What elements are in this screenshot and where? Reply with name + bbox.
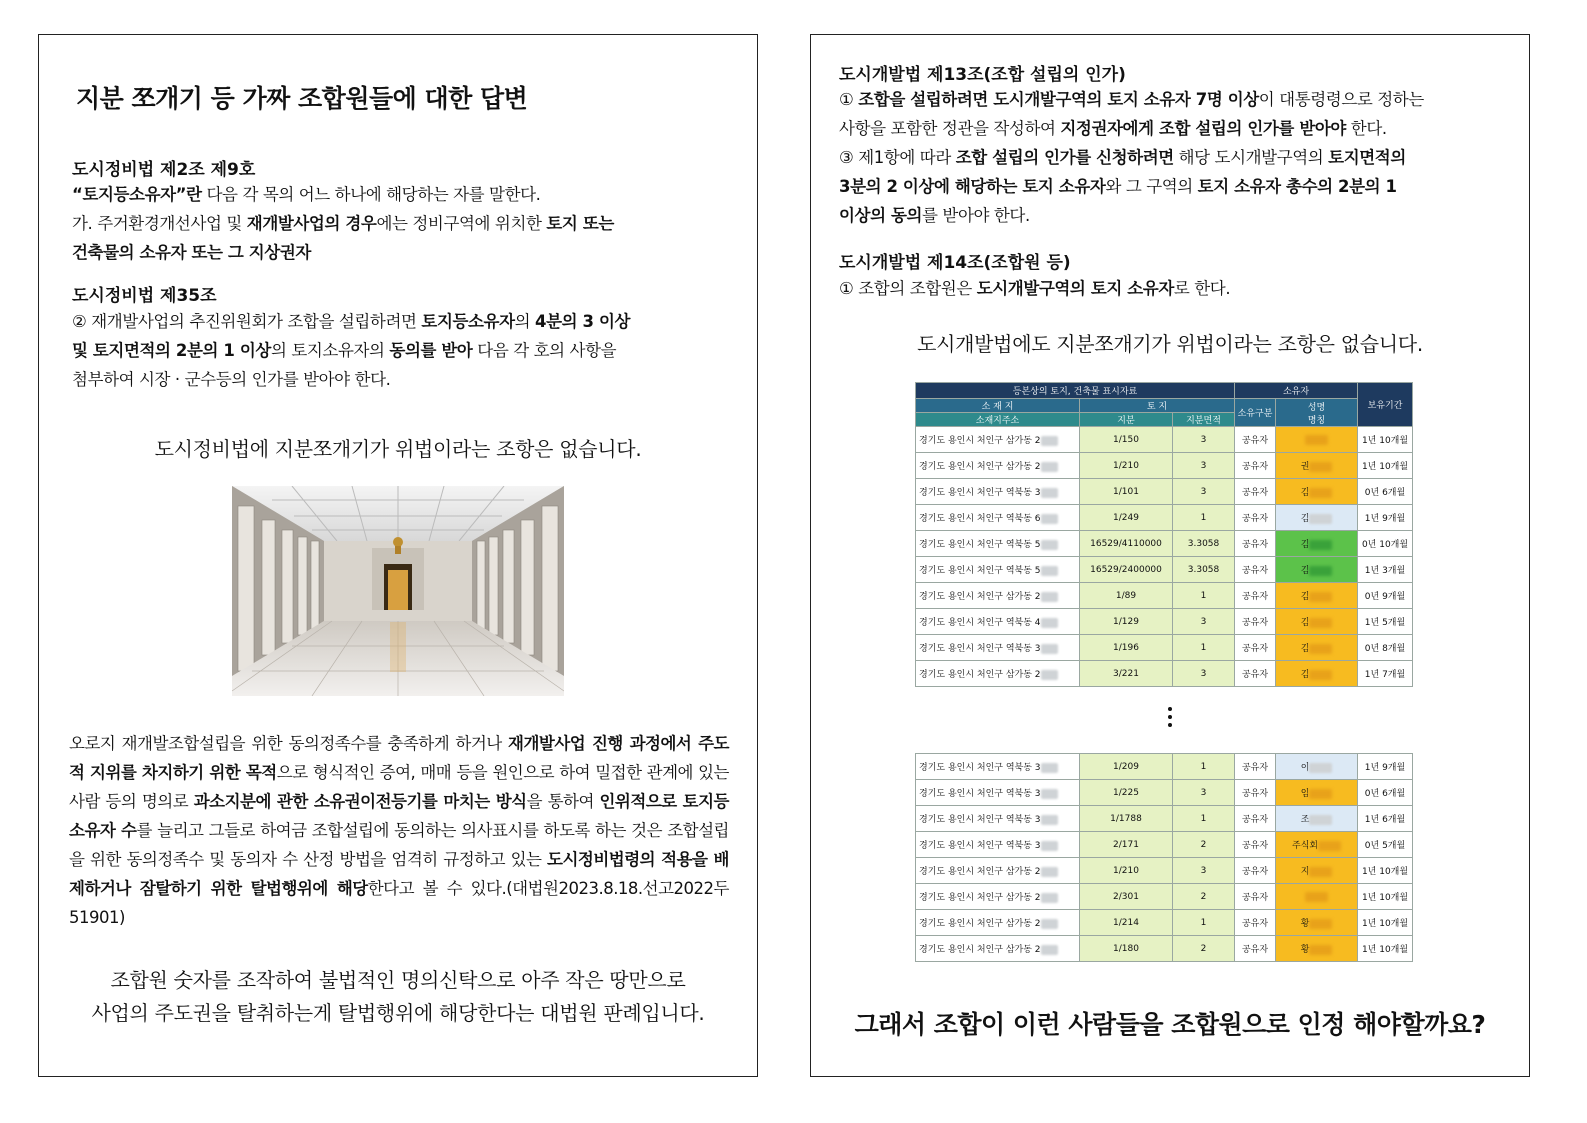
cell-owner-name: 김: [1276, 505, 1358, 531]
cell-address: 경기도 용인시 처인구 역북동 6: [916, 505, 1080, 531]
cell-share: 1/225: [1080, 780, 1173, 806]
table-row: [916, 936, 1413, 962]
cell-share-area: 1: [1173, 583, 1235, 609]
ellipsis-vertical-icon: [1168, 707, 1172, 731]
law-heading-2-9: 도시정비법 제2조 제9호: [72, 160, 256, 180]
cell-share-area: 3.3058: [1173, 557, 1235, 583]
cell-owner-type: 공유자: [1235, 832, 1276, 858]
cell-hold-period: 1년 10개월: [1358, 910, 1413, 936]
redacted-mark: [1041, 945, 1058, 955]
cell-address: 경기도 용인시 처인구 역북동 3: [916, 806, 1080, 832]
left-statement: 도시정비법에 지분쪼개기가 위법이라는 조항은 없습니다.: [154, 437, 642, 461]
cell-share: 1/1788: [1080, 806, 1173, 832]
cell-owner-type: 공유자: [1235, 557, 1276, 583]
cell-share: 1/150: [1080, 427, 1173, 453]
cell-owner-type: 공유자: [1235, 936, 1276, 962]
cell-address: 경기도 용인시 처인구 삼가동 2: [916, 884, 1080, 910]
law-text-35: ② 재개발사업의 추진위원회가 조합을 설립하려면 토지등소유자의 4분의 3 이상 및 토지면적의 2분의 1 이상의 토지소유자의 동의를 받아 다음 각 호의 사항을 첨부하여 시장 · 군수등의 인가를 받아야 한다.: [72, 312, 631, 389]
cell-hold-period: 0년 5개월: [1358, 832, 1413, 858]
redacted-mark: [1305, 435, 1328, 445]
cell-address: 경기도 용인시 처인구 역북동 3: [916, 754, 1080, 780]
page-title: 지분 쪼개기 등 가짜 조합원들에 대한 답변: [76, 84, 528, 113]
redacted-mark: [1041, 763, 1058, 773]
table-row: [916, 427, 1413, 453]
cell-share-area: 3: [1173, 661, 1235, 687]
cell-owner-name: 김: [1276, 635, 1358, 661]
th-address: 소재지주소: [916, 413, 1080, 427]
cell-owner-name: 김: [1276, 557, 1358, 583]
right-statement: 도시개발법에도 지분쪼개기가 위법이라는 조항은 없습니다.: [917, 332, 1423, 356]
cell-address: 경기도 용인시 처인구 삼가동 2: [916, 661, 1080, 687]
cell-share: 2/171: [1080, 832, 1173, 858]
cell-share-area: 3.3058: [1173, 531, 1235, 557]
cell-share: 16529/2400000: [1080, 557, 1173, 583]
table-row: [916, 910, 1413, 936]
cell-hold-period: 1년 10개월: [1358, 427, 1413, 453]
cell-owner-name: 권: [1276, 453, 1358, 479]
th-share: 지분: [1080, 413, 1173, 427]
cell-share: 1/196: [1080, 635, 1173, 661]
left-conclusion: 조합원 숫자를 조작하여 불법적인 명의신탁으로 아주 작은 땅만으로 사업의 주도권을 탈취하는게 탈법행위에 해당한다는 대법원 판례입니다.: [91, 968, 705, 1025]
redacted-mark: [1041, 566, 1058, 576]
cell-share-area: 3: [1173, 609, 1235, 635]
cell-owner-type: 공유자: [1235, 858, 1276, 884]
redacted-mark: [1309, 462, 1332, 472]
cell-share: 1/180: [1080, 936, 1173, 962]
redacted-mark: [1041, 462, 1058, 472]
cell-hold-period: 1년 10개월: [1358, 936, 1413, 962]
cell-owner-name: 김: [1276, 479, 1358, 505]
th-owner-type: 소유구분: [1235, 399, 1276, 427]
redacted-mark: [1309, 540, 1332, 550]
redacted-mark: [1041, 618, 1058, 628]
right-page: [810, 34, 1530, 1077]
th-name: 성명 명칭: [1276, 399, 1358, 427]
cell-share-area: 1: [1173, 910, 1235, 936]
table-row: [916, 858, 1413, 884]
cell-owner-type: 공유자: [1235, 780, 1276, 806]
cell-owner-name: 황: [1276, 936, 1358, 962]
cell-owner-type: 공유자: [1235, 505, 1276, 531]
cell-share: 2/301: [1080, 884, 1173, 910]
cell-owner-type: 공유자: [1235, 609, 1276, 635]
table-row: [916, 832, 1413, 858]
cell-share-area: 1: [1173, 754, 1235, 780]
law-heading-14: 도시개발법 제14조(조합원 등): [839, 253, 1071, 273]
table-row: [916, 661, 1413, 687]
cell-share-area: 2: [1173, 936, 1235, 962]
cell-owner-type: 공유자: [1235, 635, 1276, 661]
redacted-mark: [1309, 763, 1332, 773]
cell-share: 16529/4110000: [1080, 531, 1173, 557]
cell-hold-period: 1년 5개월: [1358, 609, 1413, 635]
table-row: [916, 884, 1413, 910]
cell-share-area: 3: [1173, 453, 1235, 479]
table-row: [916, 583, 1413, 609]
cell-share-area: 3: [1173, 858, 1235, 884]
cell-hold-period: 1년 10개월: [1358, 884, 1413, 910]
th-land: 토 지: [1080, 399, 1235, 413]
closing-question: 그래서 조합이 이런 사람들을 조합원으로 인정 해야할까요?: [854, 1010, 1486, 1039]
cell-hold-period: 0년 6개월: [1358, 780, 1413, 806]
cell-hold-period: 1년 6개월: [1358, 806, 1413, 832]
cell-owner-type: 공유자: [1235, 884, 1276, 910]
cell-owner-name: 주식회: [1276, 832, 1358, 858]
cell-share: 1/210: [1080, 858, 1173, 884]
redacted-mark: [1041, 867, 1058, 877]
cell-owner-type: 공유자: [1235, 479, 1276, 505]
redacted-mark: [1309, 867, 1332, 877]
th-owner: 소유자: [1235, 383, 1358, 399]
cell-owner-type: 공유자: [1235, 453, 1276, 479]
cell-share: 1/129: [1080, 609, 1173, 635]
redacted-mark: [1305, 892, 1328, 902]
cell-share: 1/249: [1080, 505, 1173, 531]
cell-share-area: 1: [1173, 635, 1235, 661]
cell-owner-name: 조: [1276, 806, 1358, 832]
cell-owner-type: 공유자: [1235, 806, 1276, 832]
cell-hold-period: 0년 8개월: [1358, 635, 1413, 661]
table-row: [916, 479, 1413, 505]
cell-share: 1/214: [1080, 910, 1173, 936]
redacted-mark: [1041, 514, 1058, 524]
redacted-mark: [1309, 670, 1332, 680]
cell-owner-name: 황: [1276, 910, 1358, 936]
cell-owner-type: 공유자: [1235, 661, 1276, 687]
cell-hold-period: 0년 10개월: [1358, 531, 1413, 557]
cell-owner-name: 김: [1276, 583, 1358, 609]
cell-owner-type: 공유자: [1235, 583, 1276, 609]
redacted-mark: [1041, 919, 1058, 929]
cell-address: 경기도 용인시 처인구 역북동 5: [916, 557, 1080, 583]
cell-owner-name: [1276, 427, 1358, 453]
law-text-2-9: “토지등소유자”란 다음 각 목의 어느 하나에 해당하는 자를 말한다. 가. 주거환경개선사업 및 재개발사업의 경우에는 정비구역에 위치한 토지 또는 건축물의 소유자 또는 그 지상권자: [72, 185, 614, 262]
cell-hold-period: 0년 9개월: [1358, 583, 1413, 609]
cell-share-area: 3: [1173, 780, 1235, 806]
redacted-mark: [1041, 815, 1058, 825]
cell-share: 1/209: [1080, 754, 1173, 780]
redacted-mark: [1041, 488, 1058, 498]
table-row: [916, 635, 1413, 661]
cell-share-area: 1: [1173, 505, 1235, 531]
cell-owner-name: 김: [1276, 609, 1358, 635]
redacted-mark: [1309, 592, 1332, 602]
th-hold-period: 보유기간: [1358, 383, 1413, 427]
cell-share: 1/101: [1080, 479, 1173, 505]
th-registry-data: 등본상의 토지, 건축물 표시자료: [916, 383, 1235, 399]
redacted-mark: [1041, 789, 1058, 799]
cell-owner-type: 공유자: [1235, 910, 1276, 936]
redacted-mark: [1309, 815, 1332, 825]
law-text-13: ① 조합을 설립하려면 도시개발구역의 토지 소유자 7명 이상이 대통령령으로 정하는 사항을 포함한 정관을 작성하여 지정권자에게 조합 설립의 인가를 받아야 한다. ③ 제1항에 따라 조합 설립의 인가를 신청하려면 해당 도시개발구역의 토지면적의 3분의 2 이상에 해당하는 토지 소유자와 그 구역의 토지 소유자 총수의 2분의 1 이상의 동의를 받아야 한다.: [839, 90, 1424, 225]
cell-owner-name: 이: [1276, 754, 1358, 780]
cell-owner-name: 임: [1276, 780, 1358, 806]
cell-owner-name: 김: [1276, 661, 1358, 687]
redacted-mark: [1318, 841, 1341, 851]
redacted-mark: [1041, 670, 1058, 680]
cell-hold-period: 1년 10개월: [1358, 858, 1413, 884]
cell-hold-period: 1년 9개월: [1358, 505, 1413, 531]
cell-hold-period: 1년 10개월: [1358, 453, 1413, 479]
redacted-mark: [1309, 618, 1332, 628]
ownership-table-top: [915, 382, 1413, 687]
law-text-14: ① 조합의 조합원은 도시개발구역의 토지 소유자로 한다.: [839, 279, 1231, 298]
redacted-mark: [1309, 644, 1332, 654]
cell-address: 경기도 용인시 처인구 삼가동 2: [916, 453, 1080, 479]
redacted-mark: [1309, 488, 1332, 498]
cell-share-area: 3: [1173, 427, 1235, 453]
table-row: [916, 505, 1413, 531]
table-row: [916, 754, 1413, 780]
ownership-table-bottom: [915, 753, 1413, 962]
cell-owner-type: 공유자: [1235, 531, 1276, 557]
cell-address: 경기도 용인시 처인구 삼가동 2: [916, 910, 1080, 936]
cell-share-area: 1: [1173, 806, 1235, 832]
cell-address: 경기도 용인시 처인구 삼가동 2: [916, 427, 1080, 453]
cell-address: 경기도 용인시 처인구 역북동 3: [916, 635, 1080, 661]
law-heading-13: 도시개발법 제13조(조합 설립의 인가): [839, 65, 1126, 85]
redacted-mark: [1309, 945, 1332, 955]
table-row: [916, 453, 1413, 479]
cell-share-area: 3: [1173, 479, 1235, 505]
left-page: [38, 34, 758, 1077]
redacted-mark: [1309, 789, 1332, 799]
law-heading-35: 도시정비법 제35조: [72, 286, 217, 306]
cell-hold-period: 0년 6개월: [1358, 479, 1413, 505]
redacted-mark: [1041, 893, 1058, 903]
redacted-mark: [1041, 436, 1058, 446]
th-share-area: 지분면적: [1173, 413, 1235, 427]
redacted-mark: [1041, 644, 1058, 654]
table-row: [916, 531, 1413, 557]
cell-address: 경기도 용인시 처인구 삼가동 2: [916, 583, 1080, 609]
cell-owner-type: 공유자: [1235, 754, 1276, 780]
cell-share: 1/89: [1080, 583, 1173, 609]
redacted-mark: [1041, 841, 1058, 851]
redacted-mark: [1041, 592, 1058, 602]
table-row: [916, 780, 1413, 806]
redacted-mark: [1309, 919, 1332, 929]
table-row: [916, 806, 1413, 832]
cell-address: 경기도 용인시 처인구 역북동 3: [916, 832, 1080, 858]
cell-address: 경기도 용인시 처인구 삼가동 2: [916, 858, 1080, 884]
cell-hold-period: 1년 3개월: [1358, 557, 1413, 583]
redacted-mark: [1309, 566, 1332, 576]
cell-address: 경기도 용인시 처인구 역북동 5: [916, 531, 1080, 557]
cell-hold-period: 1년 7개월: [1358, 661, 1413, 687]
cell-owner-type: 공유자: [1235, 427, 1276, 453]
cell-share: 1/210: [1080, 453, 1173, 479]
hall-photo: [232, 486, 564, 696]
cell-address: 경기도 용인시 처인구 역북동 4: [916, 609, 1080, 635]
cell-share: 3/221: [1080, 661, 1173, 687]
cell-address: 경기도 용인시 처인구 역북동 3: [916, 780, 1080, 806]
redacted-mark: [1041, 540, 1058, 550]
cell-owner-name: [1276, 884, 1358, 910]
table-row: [916, 557, 1413, 583]
redacted-mark: [1309, 514, 1332, 524]
cell-address: 경기도 용인시 처인구 역북동 3: [916, 479, 1080, 505]
cell-hold-period: 1년 9개월: [1358, 754, 1413, 780]
cell-share-area: 2: [1173, 884, 1235, 910]
cell-address: 경기도 용인시 처인구 삼가동 2: [916, 936, 1080, 962]
th-location: 소 재 지: [916, 399, 1080, 413]
table-row: [916, 609, 1413, 635]
cell-share-area: 2: [1173, 832, 1235, 858]
cell-owner-name: 지: [1276, 858, 1358, 884]
cell-owner-name: 김: [1276, 531, 1358, 557]
supreme-court-ruling: 오로지 재개발조합설립을 위한 동의정족수를 충족하게 하거나 재개발사업 진행 과정에서 주도적 지위를 차지하기 위한 목적으로 형식적인 증여, 매매 등을 원인으로 하여 밀접한 관계에 있는 사람 등의 명의로 과소지분에 관한 소유권이전등기를 마치는 방식을 통하여 인위적으로 토지등소유자 수를 늘리고 그들로 하여금 조합설립에 동의하는 의사표시를 하도록 하는 것은 조합설립을 위한 동의정족수 및 동의자 수 산정 방법을 엄격히 규정하고 있는 도시정비법령의 적용을 배제하거나 잠탈하기 위한 탈법행위에 해당한다고 볼 수 있다.(대법원2023.8.18.선고2022두51901): [69, 734, 729, 927]
